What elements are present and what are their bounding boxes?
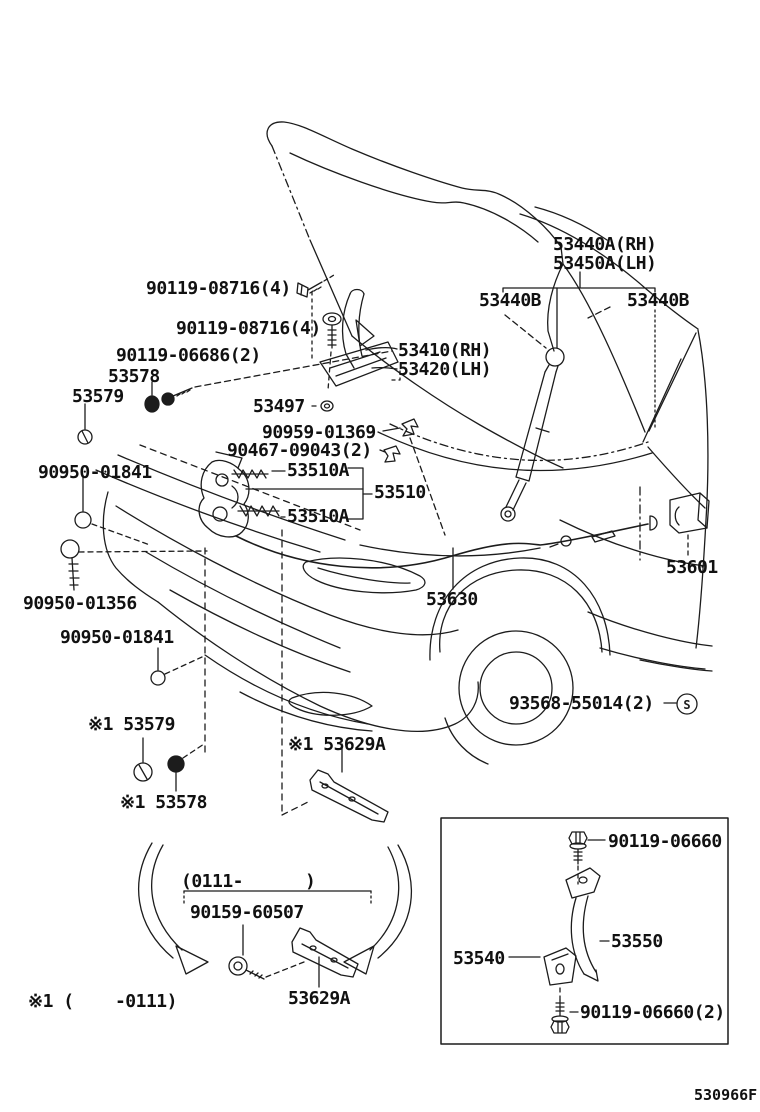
part-label-53440b-left: 53440B (479, 290, 542, 311)
part-label-90119-06660-2: 90119-06660(2) (580, 1002, 725, 1023)
part-label-53440b-right: 53440B (627, 290, 690, 311)
part-label-53629a-star: ※1 53629A (288, 734, 386, 755)
part-label-53601: 53601 (666, 557, 718, 578)
part-label-53510: 53510 (374, 482, 426, 503)
part-label-53579-top: 53579 (72, 386, 124, 407)
part-label-53578-star: ※1 53578 (120, 792, 207, 813)
part-label-53579-star: ※1 53579 (88, 714, 175, 735)
part-label-53550: 53550 (611, 931, 663, 952)
part-label-90467-09043-2: 90467-09043(2) (227, 440, 372, 461)
part-label-53440a-rh: 53440A(RH) (553, 234, 657, 255)
part-label-90950-01841-bottom: 90950-01841 (60, 627, 174, 648)
part-label-90119-06660: 90119-06660 (608, 831, 722, 852)
part-label-90159-60507: 90159-60507 (190, 902, 304, 923)
part-label-53578-top: 53578 (108, 366, 160, 387)
part-label-90119-08716-4-a: 90119-08716(4) (146, 278, 291, 299)
part-label-53420-lh: 53420(LH) (398, 359, 492, 380)
part-label-53630: 53630 (426, 589, 478, 610)
part-label-footnote: ※1 ( -0111) (28, 991, 177, 1012)
part-label-53540: 53540 (453, 948, 505, 969)
part-label-53629a-bottom: 53629A (288, 988, 351, 1009)
part-label-53497: 53497 (253, 396, 305, 417)
part-label-90119-06686-2: 90119-06686(2) (116, 345, 261, 366)
part-label-90959-01369: 90959-01369 (262, 422, 376, 443)
part-label-53510a-bottom: 53510A (287, 506, 350, 527)
part-label-53410-rh: 53410(RH) (398, 340, 492, 361)
part-label-90950-01356: 90950-01356 (23, 593, 137, 614)
part-label-93568-55014-2: 93568-55014(2) (509, 693, 654, 714)
s-connector-letter: S (683, 698, 691, 712)
part-label-53510a-top: 53510A (287, 460, 350, 481)
part-label-53450a-lh: 53450A(LH) (553, 253, 657, 274)
part-label-90119-08716-4-b: 90119-08716(4) (176, 318, 321, 339)
part-label-90950-01841-top: 90950-01841 (38, 462, 152, 483)
part-label-figure-code: 530966F (694, 1086, 758, 1104)
part-label-production-range: (0111- ) (181, 871, 316, 892)
